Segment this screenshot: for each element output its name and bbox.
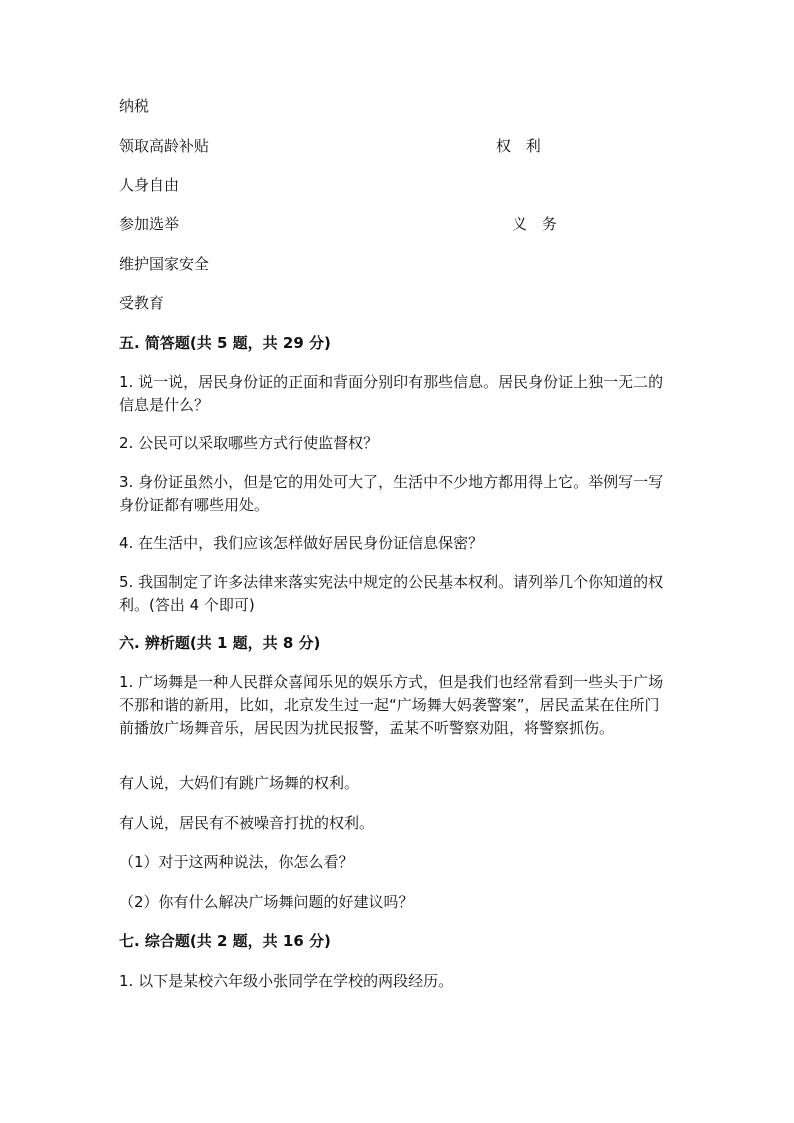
section6-opinion-1: 有人说，大妈们有跳广场舞的权利。 <box>119 774 360 792</box>
match-item-election: 参加选举 <box>119 215 180 233</box>
section7-title: 七. 综合题(共 2 题，共 16 分) <box>119 932 331 950</box>
section6-question: 1. 广场舞是一种人民群众喜闻乐见的娱乐方式，但是我们也经常看到一些头于广场不那和谐的新用，比如，北京发生过一起“广场舞大妈袭警案”，居民孟某在住所门前播放广场舞音乐，居民因为扰民报警，孟某不听警察劝阻，将警察抓伤。 <box>119 673 664 737</box>
match-item-security: 维护国家安全 <box>119 255 210 273</box>
match-item-education: 受教育 <box>119 294 165 312</box>
section6-subquestion-1: （1）对于这两种说法，你怎么看？ <box>119 853 354 871</box>
section6-opinion-2: 有人说，居民有不被噪音打扰的权利。 <box>119 814 375 832</box>
match-item-freedom: 人身自由 <box>119 176 180 194</box>
match-item-tax: 纳税 <box>119 97 150 115</box>
section5-question-4: 4. 在生活中，我们应该怎样做好居民身份证信息保密？ <box>119 534 484 552</box>
section5-question-1: 1. 说一说，居民身份证的正面和背面分别印有那些信息。居民身份证上独一无二的信息是什么？ <box>119 373 664 414</box>
match-label-rights: 权 利 <box>496 137 546 155</box>
section6-subquestion-2: （2）你有什么解决广场舞问题的好建议吗？ <box>119 893 414 911</box>
match-label-duties: 义 务 <box>512 215 562 233</box>
section5-title: 五. 简答题(共 5 题，共 29 分) <box>119 334 331 352</box>
section6-title: 六. 辨析题(共 1 题，共 8 分) <box>119 634 321 652</box>
section5-question-5: 5. 我国制定了许多法律来落实宪法中规定的公民基本权利。请列举几个你知道的权利。(答出 4 个即可) <box>119 573 664 614</box>
section5-question-2: 2. 公民可以采取哪些方式行使监督权？ <box>119 434 379 452</box>
match-item-subsidy: 领取高龄补贴 <box>119 137 210 155</box>
section5-question-3: 3. 身份证虽然小，但是它的用处可大了，生活中不少地方都用得上它。举例写一写身份证都有哪些用处。 <box>119 473 664 514</box>
section7-question-1: 1. 以下是某校六年级小张同学在学校的两段经历。 <box>119 972 454 990</box>
